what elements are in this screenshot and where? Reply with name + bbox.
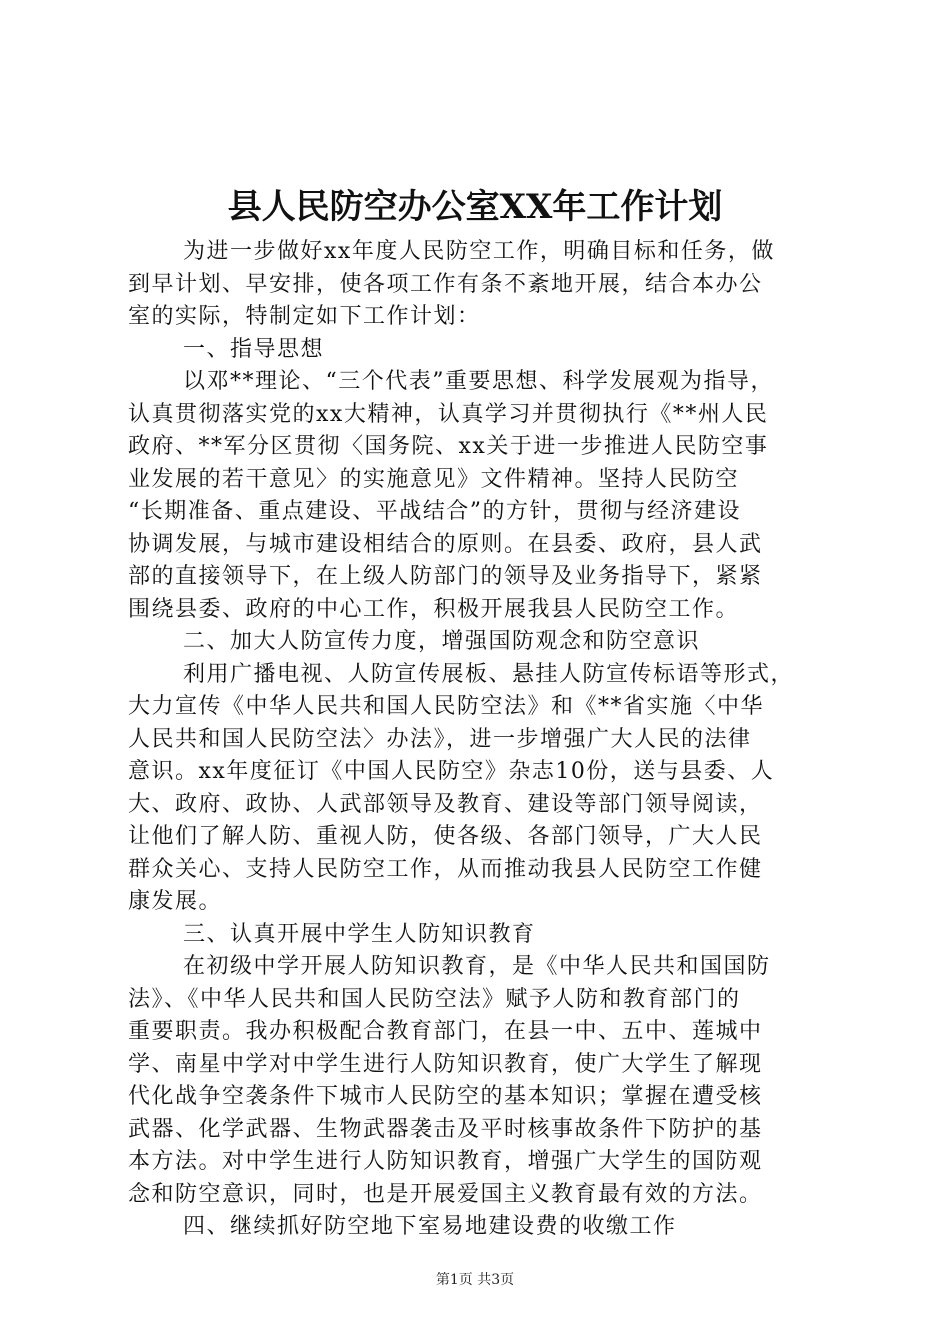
body-line: 代化战争空袭条件下城市人民防空的基本知识；掌握在遭受核 bbox=[128, 1084, 763, 1109]
body-line: 到早计划、早安排，使各项工作有条不紊地开展，结合本办公 bbox=[128, 271, 763, 297]
body-line: 政府、**军分区贯彻〈国务院、xx关于进一步推进人民防空事 bbox=[128, 434, 769, 459]
body-line: 一、指导思想 bbox=[183, 336, 325, 362]
document-body bbox=[128, 236, 840, 1244]
body-line: 法》、《中华人民共和国人民防空法》赋予人防和教育部门的 bbox=[128, 986, 741, 1012]
body-line: 意识。xx年度征订《中国人民防空》杂志10份，送与县委、人 bbox=[128, 759, 775, 784]
body-line: 协调发展，与城市建设相结合的原则。在县委、政府，县人武 bbox=[128, 531, 763, 557]
body-line: 室的实际，特制定如下工作计划： bbox=[128, 304, 481, 329]
body-line: 在初级中学开展人防知识教育，是《中华人民共和国国防 bbox=[183, 954, 771, 979]
body-line: 人民共和国人民防空法〉办法》，进一步增强广大人民的法律 bbox=[128, 726, 752, 752]
body-line: “长期准备、重点建设、平战结合”的方针，贯彻与经济建设 bbox=[128, 499, 741, 524]
body-line: 四、继续抓好防空地下室易地建设费的收缴工作 bbox=[183, 1214, 677, 1239]
body-line: 群众关心、支持人民防空工作，从而推动我县人民防空工作健 bbox=[128, 856, 763, 882]
body-line: 三、认真开展中学生人防知识教育 bbox=[183, 921, 536, 947]
body-line: 围绕县委、政府的中心工作，积极开展我县人民防空工作。 bbox=[128, 596, 740, 622]
document-title: 县人民防空办公室XX年工作计划 bbox=[227, 187, 723, 227]
body-line: 让他们了解人防、重视人防，使各级、各部门领导，广大人民 bbox=[128, 824, 763, 849]
body-line: 重要职责。我办积极配合教育部门，在县一中、五中、莲城中 bbox=[128, 1019, 763, 1044]
body-line: 认真贯彻落实党的xx大精神，认真学习并贯彻执行《**州人民 bbox=[128, 401, 769, 427]
body-line: 为进一步做好xx年度人民防空工作，明确目标和任务，做 bbox=[183, 239, 775, 264]
body-line: 本方法。对中学生进行人防知识教育，增强广大学生的国防观 bbox=[128, 1149, 763, 1174]
body-line: 利用广播电视、人防宣传展板、悬挂人防宣传标语等形式， bbox=[183, 661, 795, 687]
body-line: 二、加大人防宣传力度，增强国防观念和防空意识 bbox=[183, 629, 701, 654]
body-line: 大力宣传《中华人民共和国人民防空法》和《**省实施〈中华 bbox=[128, 694, 765, 719]
page-footer: 第1页 共3页 bbox=[435, 1272, 515, 1288]
body-line: 大、政府、政协、人武部领导及教育、建设等部门领导阅读， bbox=[128, 791, 763, 817]
body-line: 武器、化学武器、生物武器袭击及平时核事故条件下防护的基 bbox=[128, 1116, 763, 1142]
body-line: 以邓**理论、“三个代表”重要思想、科学发展观为指导， bbox=[183, 369, 774, 394]
body-line: 部的直接领导下，在上级人防部门的领导及业务指导下，紧紧 bbox=[128, 564, 763, 589]
body-line: 念和防空意识，同时，也是开展爱国主义教育最有效的方法。 bbox=[128, 1181, 763, 1207]
body-line: 康发展。 bbox=[128, 889, 223, 914]
body-line: 业发展的若干意见〉的实施意见》文件精神。坚持人民防空 bbox=[128, 466, 740, 492]
body-line: 学、南星中学对中学生进行人防知识教育，使广大学生了解现 bbox=[128, 1051, 763, 1077]
